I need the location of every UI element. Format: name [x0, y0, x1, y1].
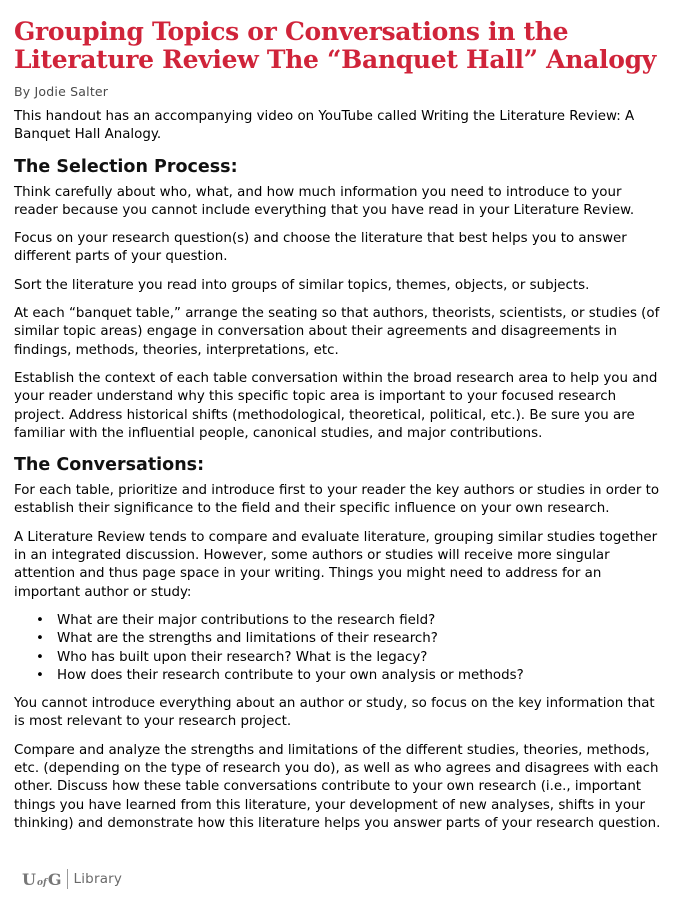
bullet-marker: • [36, 649, 44, 665]
bullet-marker: • [36, 667, 44, 683]
bullet-marker: • [36, 612, 44, 628]
selection-heading: The Selection Process: [14, 156, 238, 177]
footer-divider [67, 869, 68, 889]
list-item-text: What are their major contributions to the research field? [57, 612, 436, 628]
conversations-paragraph: For each table, prioritize and introduce first to your reader the key authors or studies in order to establish their significance to the field and their specific influence on your own research. [14, 483, 660, 517]
footer-branding [22, 869, 122, 889]
conversations-heading: The Conversations: [14, 455, 205, 476]
list-item [36, 667, 667, 685]
selection-paragraph: Think carefully about who, what, and how much information you need to introduce to your reader because you cannot include everything that you have read in your Literature Review. [14, 184, 635, 218]
conversations-paragraph: A Literature Review tends to compare and evaluate literature, grouping similar studies together in an integrated discussion. However, some authors or studies will receive more singular attention and thus page space in your writing. Things you might need to address for an important author or study: [14, 529, 658, 600]
list-item [36, 649, 667, 667]
library-label: Library [73, 871, 123, 887]
list-item-text: What are the strengths and limitations of their research? [57, 631, 438, 647]
logo-letter-g: G [47, 869, 62, 889]
list-item-text: Who has built upon their research? What is the legacy? [57, 649, 428, 665]
list-item-text: How does their research contribute to your own analysis or methods? [57, 667, 524, 683]
byline: By Jodie Salter [14, 84, 109, 99]
closing-paragraph: Compare and analyze the strengths and limitations of the different studies, theories, methods, etc. (depending on the type of research you do), as well as who agrees and disagrees with each other. Discuss how these table conversations contribute to your own research (i.e., important things you have learned from this literature, your development of new analyses, shifts in your thinking) and demonstrate how this literature helps you answer parts of your research question. [14, 742, 661, 831]
selection-paragraph: Sort the literature you read into groups of similar topics, themes, objects, or subjects. [14, 277, 590, 293]
uofg-logo [22, 870, 62, 889]
questions-list [14, 612, 667, 685]
list-item [36, 612, 667, 630]
closing-paragraph: You cannot introduce everything about an author or study, so focus on the key information that is most relevant to your research project. [14, 696, 655, 730]
intro-paragraph: This handout has an accompanying video on YouTube called Writing the Literature Review: A Banquet Hall Analogy. [14, 109, 635, 143]
bullet-marker: • [36, 631, 44, 647]
list-item [36, 630, 667, 648]
document-title: Grouping Topics or Conversations in the Literature Review The “Banquet Hall” Analogy [14, 17, 656, 74]
logo-letter-u: U [22, 869, 36, 889]
selection-paragraph: Establish the context of each table conversation within the broad research area to help you and your reader understand why this specific topic area is important to your focused research project. Address historical shifts (methodological, theoretical, political, etc.). Be sure you are familiar with the influential people, canonical studies, and major contributions. [14, 370, 658, 441]
logo-letters-of: of [36, 877, 47, 888]
selection-paragraph: Focus on your research question(s) and choose the literature that best helps you to answer different parts of your question. [14, 231, 627, 265]
selection-paragraph: At each “banquet table,” arrange the seating so that authors, theorists, scientists, or studies (of similar topic areas) engage in conversation about their agreements and disagreements in findings, methods, theories, interpretations, etc. [14, 306, 660, 358]
